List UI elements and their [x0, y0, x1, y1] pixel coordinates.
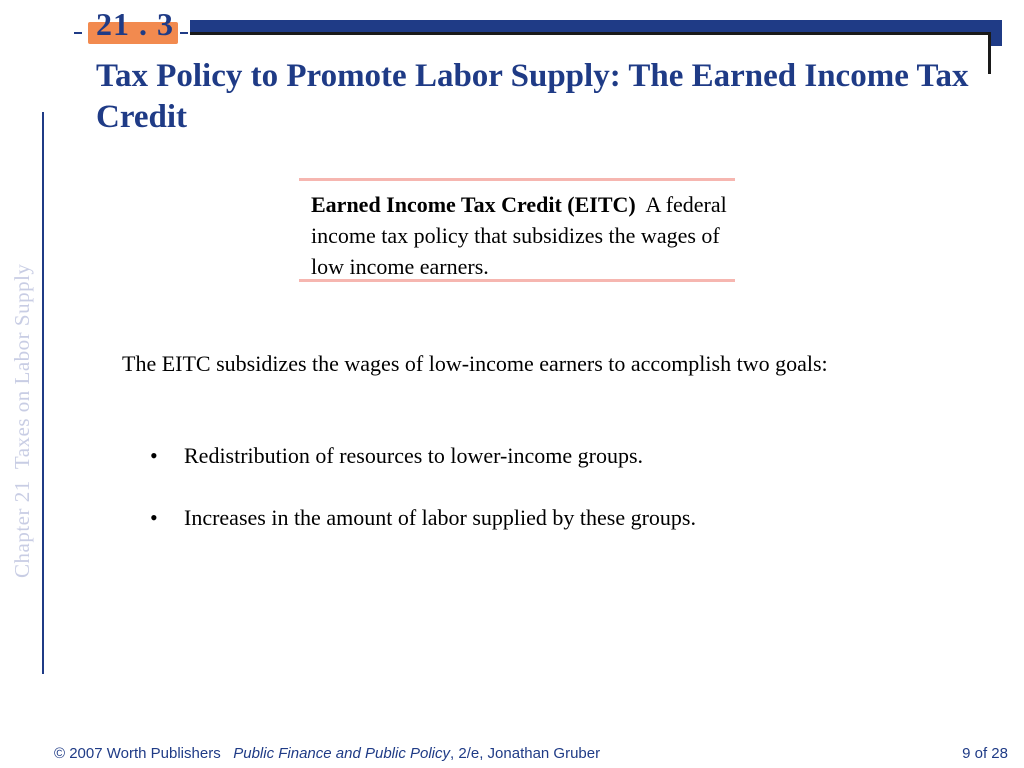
bullet-icon: •	[150, 505, 158, 530]
edition-author: , 2/e, Jonathan Gruber	[450, 745, 601, 762]
definition-body: A federal income tax policy that subsidizes the wages of low income earners.	[311, 192, 727, 279]
book-title: Public Finance and Public Policy	[233, 745, 451, 762]
footer-credit	[54, 745, 600, 762]
list-item	[150, 502, 910, 533]
header-tab-tick	[180, 32, 188, 34]
intro-paragraph: The EITC subsidizes the wages of low-income earners to accomplish two goals:	[122, 351, 828, 376]
chapter-side-label: Chapter 21 Taxes on Labor Supply	[10, 263, 34, 578]
list-item-text: Redistribution of resources to lower-income groups.	[184, 443, 644, 468]
section-number: 21 . 3	[96, 6, 174, 42]
copyright: © 2007 Worth Publishers	[54, 745, 221, 762]
header-left-tick	[74, 32, 82, 34]
header-corner-block	[991, 20, 1002, 46]
page-indicator: 9 of 28	[962, 745, 1008, 762]
slide-title: Tax Policy to Promote Labor Supply: The Earned Income Tax Credit	[96, 58, 969, 135]
header-rule	[190, 32, 990, 35]
definition-text	[311, 189, 731, 282]
header-bar	[190, 20, 1002, 32]
left-vertical-rule	[42, 112, 44, 674]
definition-box	[299, 178, 735, 282]
definition-term: Earned Income Tax Credit (EITC)	[311, 192, 636, 217]
bullet-icon: •	[150, 443, 158, 468]
list-item	[150, 440, 910, 471]
goals-list	[150, 440, 910, 564]
list-item-text: Increases in the amount of labor supplied by these groups.	[184, 505, 696, 530]
